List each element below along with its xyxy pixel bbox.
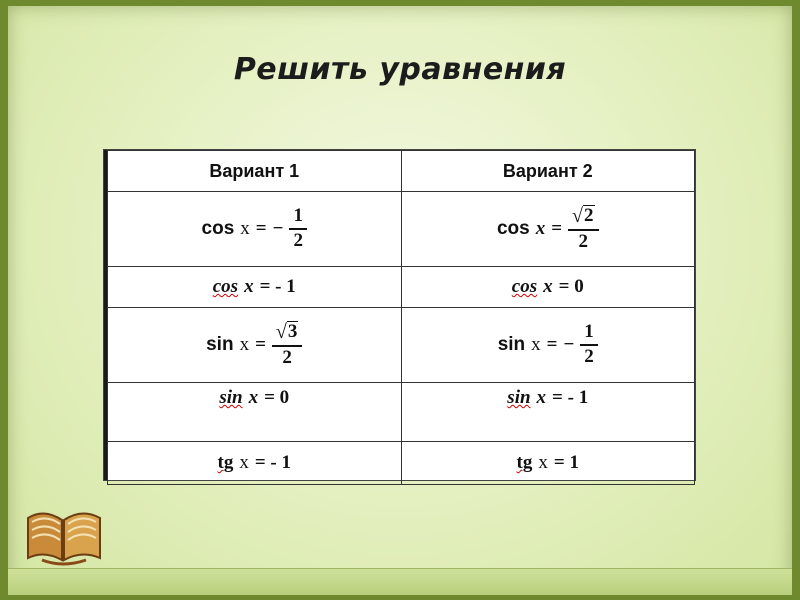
table-header-row <box>108 151 695 192</box>
equals-sign: = <box>255 218 267 239</box>
header-variant-2: Вариант 2 <box>401 151 695 192</box>
variable: x <box>239 452 249 473</box>
function-name: sin <box>507 387 531 408</box>
right-hand-side: = - 1 <box>259 276 296 297</box>
fraction-denominator: 2 <box>578 231 589 252</box>
table-row <box>108 192 695 267</box>
variable: x <box>239 334 250 355</box>
function-name: sin <box>497 334 526 355</box>
fraction-denominator: 2 <box>584 346 594 367</box>
fraction <box>272 321 302 369</box>
minus-sign: − <box>272 218 284 239</box>
fraction <box>580 322 598 368</box>
header-variant-1: Вариант 1 <box>108 151 402 192</box>
equation-cell <box>401 308 695 383</box>
right-hand-side: = 0 <box>264 387 290 408</box>
radical-sign-icon: √ <box>572 205 584 228</box>
equation-cell <box>108 442 402 485</box>
equation-cell <box>401 442 695 485</box>
fraction-denominator: 2 <box>282 347 292 368</box>
radicand: 2 <box>584 205 594 227</box>
variable: x <box>531 334 541 355</box>
fraction-numerator: 1 <box>580 322 598 346</box>
equation-cell <box>108 308 402 383</box>
table-row <box>108 442 695 485</box>
equation-cell <box>108 383 402 442</box>
equals-sign: = <box>551 218 563 239</box>
variable: x <box>535 218 546 239</box>
function-name: sin <box>219 387 243 408</box>
variable: x <box>543 276 553 297</box>
variable: x <box>536 387 547 408</box>
right-hand-side: = - 1 <box>254 452 291 473</box>
fraction <box>568 205 598 253</box>
equations-table <box>104 150 695 480</box>
equation-cell <box>401 192 695 267</box>
slide-footer-band <box>8 568 792 595</box>
equation-cell <box>108 267 402 308</box>
variable: x <box>538 452 548 473</box>
equals-sign: = <box>255 334 266 355</box>
function-name: cos <box>511 276 538 297</box>
radical-sign-icon: √ <box>275 321 287 344</box>
function-name: cos <box>212 276 239 297</box>
equation-cell <box>401 383 695 442</box>
minus-sign: − <box>563 334 575 355</box>
slide-title: Решить уравнения <box>233 52 567 87</box>
equation-cell <box>401 267 695 308</box>
square-root <box>276 321 298 343</box>
function-name: tg <box>516 452 533 473</box>
fraction-numerator: 1 <box>289 206 307 230</box>
fraction <box>289 206 307 252</box>
table-row <box>108 267 695 308</box>
right-hand-side: = - 1 <box>552 387 589 408</box>
function-name: tg <box>217 452 234 473</box>
function-name: sin <box>206 334 234 355</box>
equation-cell <box>108 192 402 267</box>
equals-sign: = <box>546 334 558 355</box>
variable: x <box>240 218 250 239</box>
open-book-icon <box>22 498 106 570</box>
fraction-denominator: 2 <box>293 230 303 251</box>
right-hand-side: = 0 <box>558 276 584 297</box>
table-row <box>108 383 695 442</box>
variable: x <box>248 387 259 408</box>
radicand: 3 <box>287 321 298 343</box>
table-row <box>108 308 695 383</box>
function-name: cos <box>496 218 530 239</box>
function-name: cos <box>201 218 235 239</box>
square-root <box>572 205 594 227</box>
right-hand-side: = 1 <box>553 452 579 473</box>
variable: x <box>244 276 254 297</box>
